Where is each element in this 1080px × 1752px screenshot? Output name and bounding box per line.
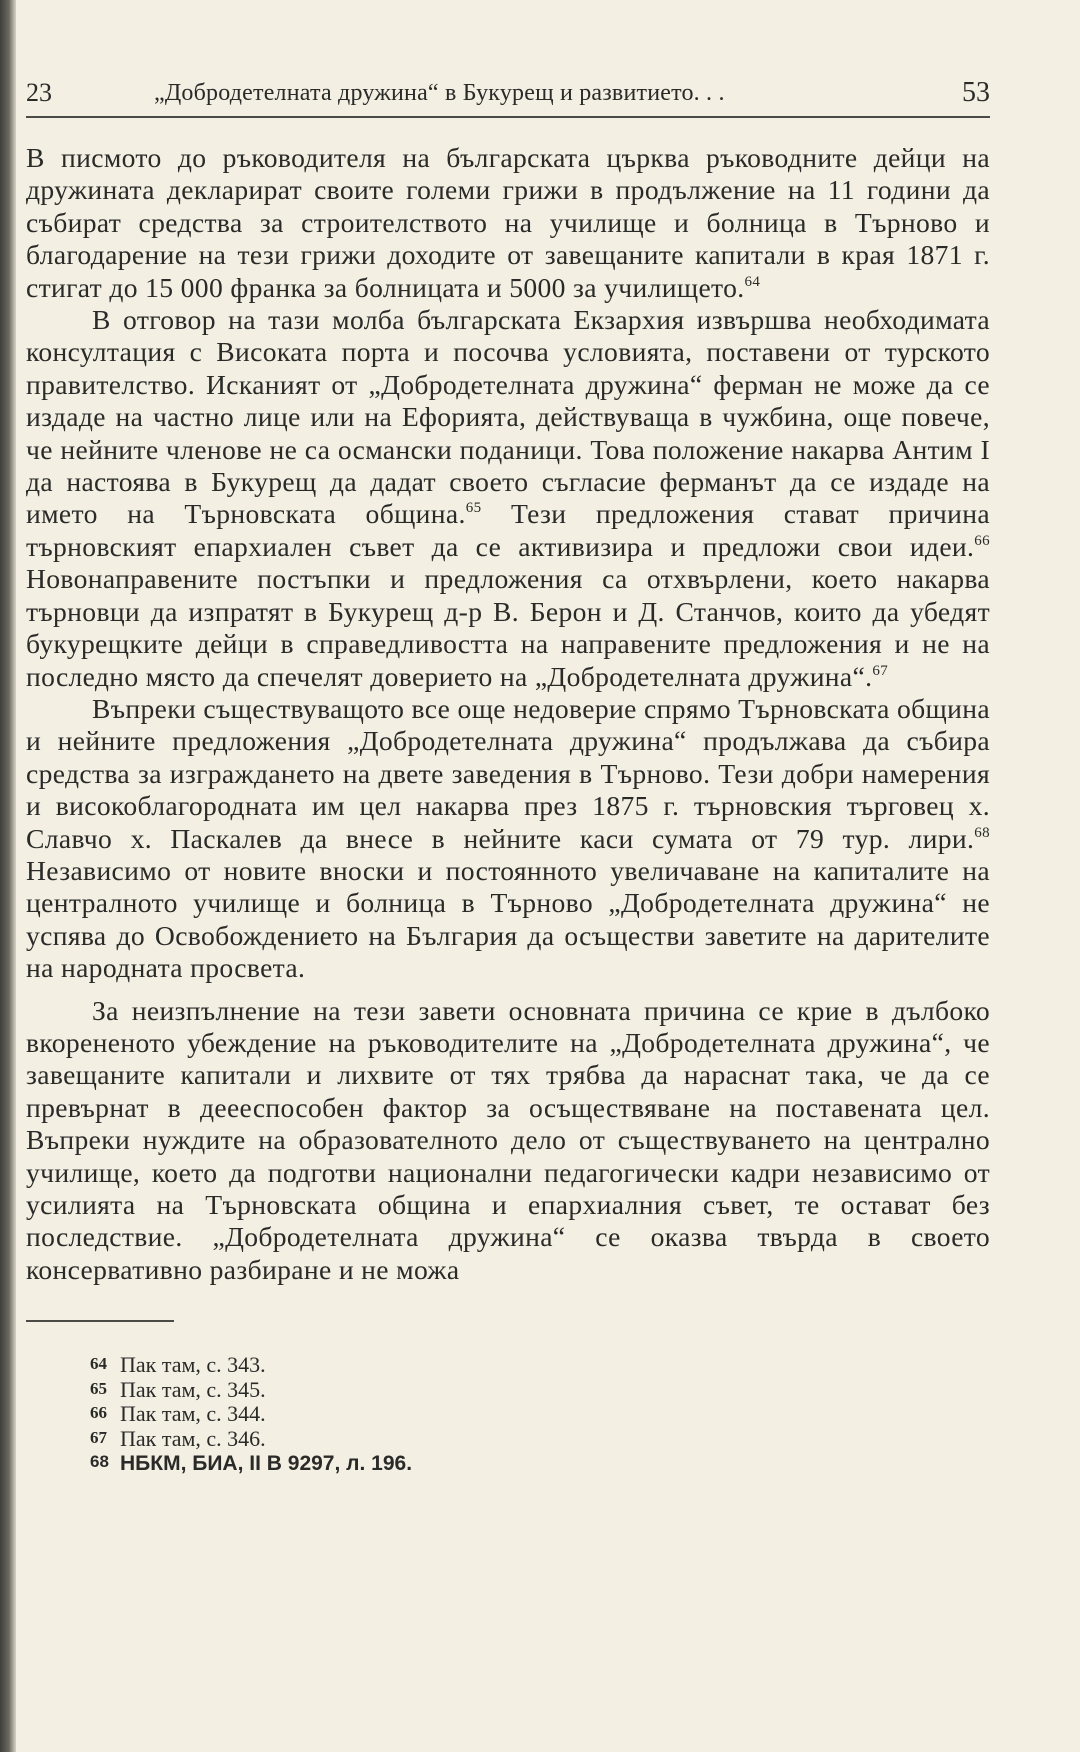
text-run: Независимо от новите вноски и постоянното увеличаване на капиталите на централното училище и болница в Търново „Добродетелната дружина“ не успява до Освобождението на България да осъществи заветите на дарителите на народната просвета. (26, 854, 990, 984)
text-run: За неизпълнение на тези завети основната причина се крие в дълбоко вкорененото убеждение на ръководителите на „Добродетелната дружина“, че завещаните капитали и лихвите от тях трябва да нараснат така, че да се превърнат в деееспособен фактор за осъществяване на поставената цел. Въпреки нуждите на образователното дело от съществуването на централно училище, което да подготви национални педагогически кадри независимо от усилията на Търновската община и епархиалния съвет, те остават без последствие. „Добродетелната дружина“ се оказва твърда в своето консервативно разбиране и не можа (26, 994, 990, 1285)
book-binding-edge (0, 0, 16, 1752)
text-run: Тези предложения стават причина търновският епархиален съвет да се активизира и предложи свои идеи. (26, 498, 990, 562)
footnote-number: 64 (90, 1354, 107, 1374)
footnote-67 (90, 1426, 990, 1451)
footnote-number: 65 (90, 1378, 107, 1398)
footnote-reference: 66 (974, 532, 990, 549)
text-run: В отговор на тази молба българската Екзархия извършва необходимата консултация с Високата порта и посочва условията, поставени от турското правителство. Исканият от „Добродетелната дружина“ ферман не може да се издаде на частно лице или на Ефорията, действуваща в чужбина, още повече, че нейните членове не са османски поданици. Това положение накарва Антим I да настоява в Букурещ да дадат своето съгласие ферманът да се издаде на името на Търновската община. (26, 304, 990, 530)
book-page (26, 70, 990, 1476)
footnote-separator (26, 1320, 174, 1322)
footnote-reference: 64 (744, 273, 761, 290)
footnote-66 (90, 1401, 990, 1426)
chapter-number: 23 (26, 78, 52, 107)
running-header (26, 70, 990, 118)
paragraph-3 (26, 693, 990, 985)
page-number: 53 (962, 77, 990, 108)
footnote-text: НБКМ, БИА, II В 9297, л. 196. (120, 1452, 413, 1476)
footnote-text: Пак там, с. 346. (120, 1425, 266, 1451)
footnote-number: 67 (90, 1427, 107, 1447)
footnotes (90, 1352, 990, 1476)
footnote-reference: 65 (465, 500, 482, 517)
paragraph-2 (26, 304, 990, 693)
footnote-number: 68 (90, 1452, 109, 1472)
text-run: В писмото до ръководителя на българската църква ръководните дейци на дружината декларират своите големи грижи в продължение на 11 години да събират средства за строителството на училище и болница в Търново и благодарение на тези грижи доходите от завещаните капитали в края 1871 г. стигат до 15 000 франка за болницата и 5000 за училището. (26, 142, 990, 303)
footnote-text: Пак там, с. 344. (120, 1401, 266, 1427)
footnote-reference: 67 (872, 662, 889, 679)
footnote-number: 66 (90, 1403, 107, 1423)
footnote-reference: 68 (974, 824, 990, 841)
footnote-64 (90, 1352, 990, 1377)
footnote-text: Пак там, с. 343. (120, 1352, 266, 1378)
paragraph-4 (26, 995, 990, 1287)
body-text (26, 142, 990, 1286)
running-title: „Добродетелната дружина“ в Букурещ и развитието. . . (154, 80, 725, 106)
footnote-65 (90, 1377, 990, 1402)
paragraph-1 (26, 142, 990, 304)
text-run: Новонаправените постъпки и предложения са отхвърлени, което накарва търновци да изпратят в Букурещ д-р В. Берон и Д. Станчов, които да убедят букурещките дейци в справедливостта на направените предложения и не на последно място да спечелят доверието на „Добродетелната дружина“. (26, 563, 990, 692)
footnote-text: Пак там, с. 345. (120, 1376, 266, 1402)
text-run: Въпреки съществуващото все още недоверие спрямо Търновската община и нейните предложения „Добродетелната дружина“ продължава да събира средства за изграждането на двете заведения в Търново. Тези добри намерения и високоблагородната им цел накарва през 1875 г. търновския търговец х. Славчо х. Паскалев да внесе в нейните каси сумата от 79 тур. лири. (26, 692, 990, 854)
footnote-68 (90, 1450, 990, 1476)
